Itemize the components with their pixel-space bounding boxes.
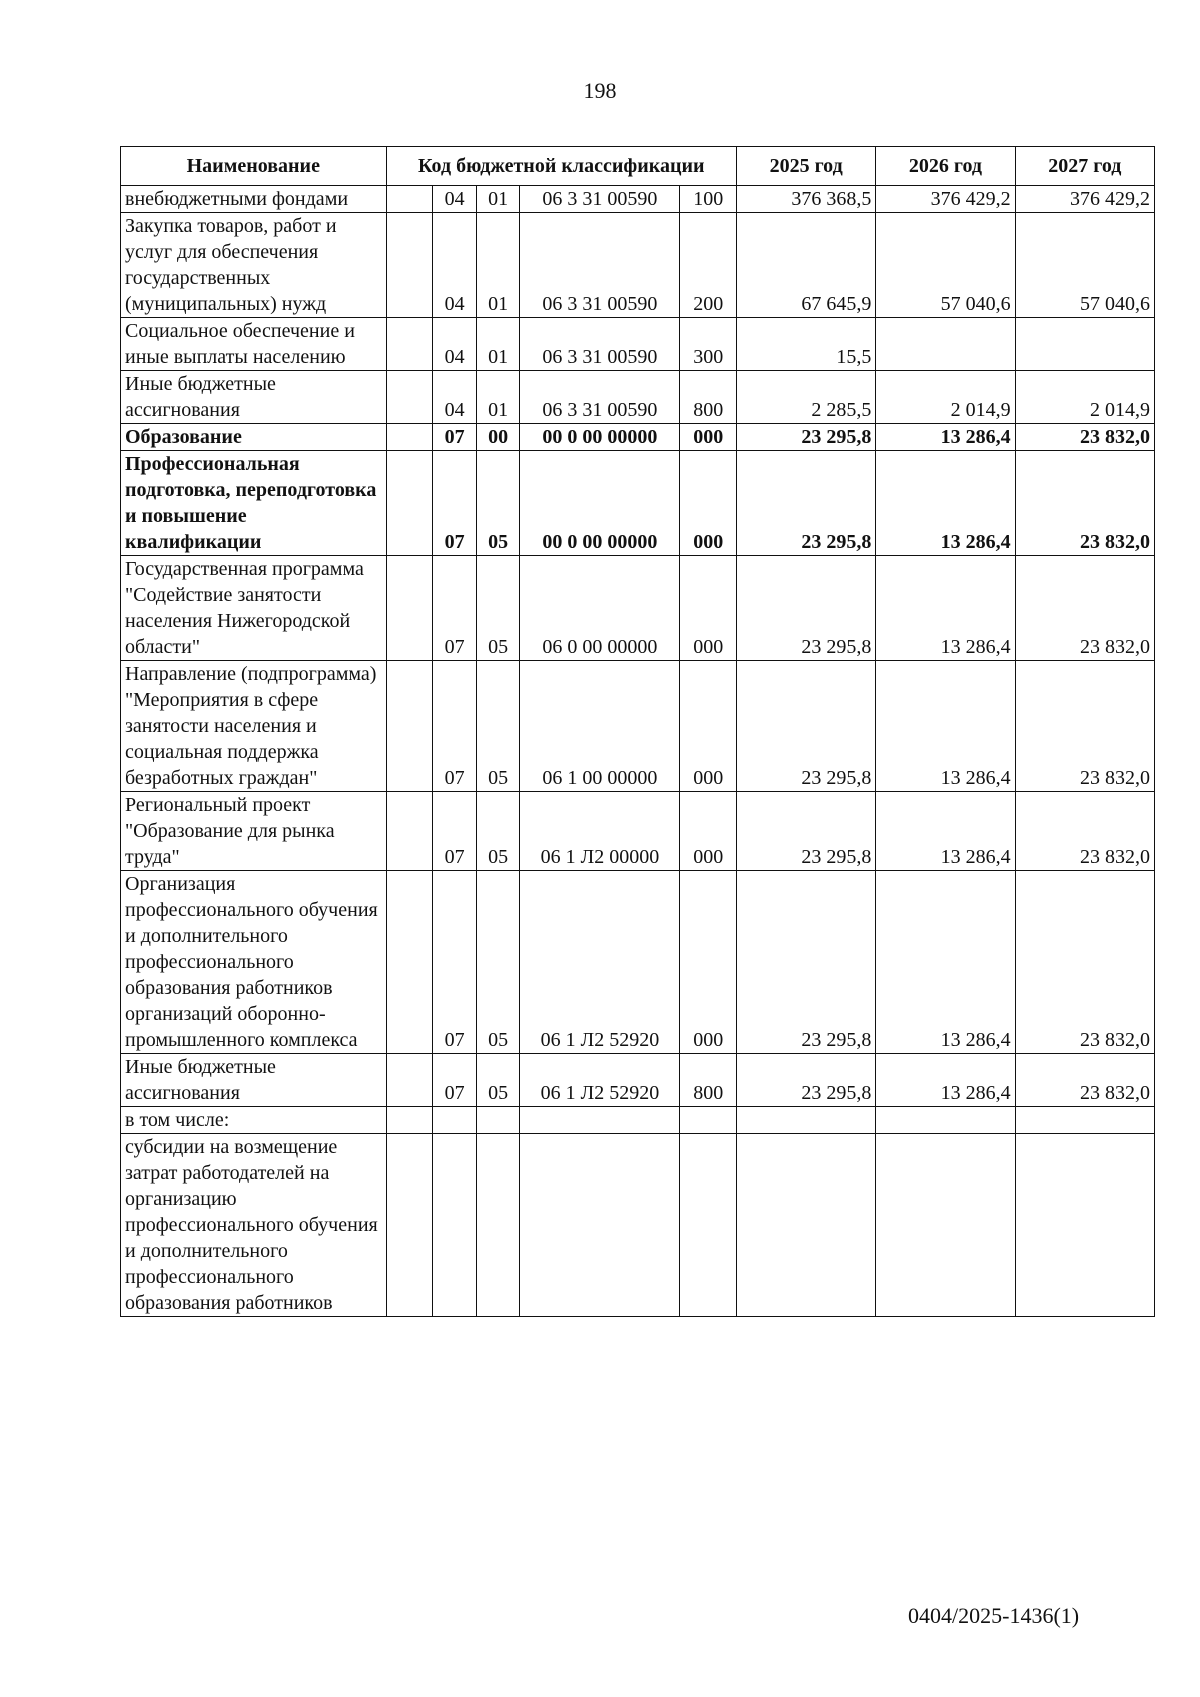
expense-type-code: 000 [680, 451, 737, 556]
value-2026: 13 286,4 [876, 556, 1015, 661]
subsection-code: 01 [476, 318, 520, 371]
section-code: 04 [433, 318, 477, 371]
table-row [121, 213, 1155, 318]
value-2026 [876, 318, 1015, 371]
value-2027 [1015, 318, 1154, 371]
page-number: 198 [583, 78, 617, 103]
section-code: 07 [433, 424, 477, 451]
value-2026: 13 286,4 [876, 451, 1015, 556]
target-article-code: 00 0 00 00000 [520, 451, 680, 556]
expense-type-code: 000 [680, 871, 737, 1054]
value-2027: 23 832,0 [1015, 661, 1154, 792]
subsection-code: 05 [476, 792, 520, 871]
target-article-code: 06 1 00 00000 [520, 661, 680, 792]
table-row [121, 556, 1155, 661]
subsection-code: 05 [476, 871, 520, 1054]
header-year-2027: 2027 год [1015, 147, 1154, 186]
value-2025 [737, 1134, 876, 1317]
value-2025: 23 295,8 [737, 1054, 876, 1107]
value-2025: 23 295,8 [737, 424, 876, 451]
expense-type-code: 000 [680, 424, 737, 451]
target-article-code [520, 1134, 680, 1317]
subsection-code: 01 [476, 186, 520, 213]
row-name: Направление (подпрограмма) "Мероприятия в сфере занятости населения и социальная поддержка безработных граждан" [121, 661, 387, 792]
subsection-code: 01 [476, 371, 520, 424]
subsection-code: 05 [476, 1054, 520, 1107]
expense-type-code: 200 [680, 213, 737, 318]
value-2025: 2 285,5 [737, 371, 876, 424]
table-row [121, 318, 1155, 371]
value-2027: 23 832,0 [1015, 451, 1154, 556]
value-2027 [1015, 1134, 1154, 1317]
value-2027: 57 040,6 [1015, 213, 1154, 318]
header-year-2026: 2026 год [876, 147, 1015, 186]
section-code [433, 1107, 477, 1134]
table-row [121, 792, 1155, 871]
subsection-code: 05 [476, 661, 520, 792]
section-code: 07 [433, 1054, 477, 1107]
table-row [121, 424, 1155, 451]
empty-cell [386, 871, 433, 1054]
section-code: 04 [433, 186, 477, 213]
row-name: Государственная программа "Содействие занятости населения Нижегородской области" [121, 556, 387, 661]
table-header-row [121, 147, 1155, 186]
section-code: 07 [433, 871, 477, 1054]
row-name: Иные бюджетные ассигнования [121, 371, 387, 424]
table-row [121, 1107, 1155, 1134]
empty-cell [386, 318, 433, 371]
empty-cell [386, 371, 433, 424]
empty-cell [386, 1054, 433, 1107]
target-article-code: 06 3 31 00590 [520, 186, 680, 213]
value-2026: 13 286,4 [876, 661, 1015, 792]
budget-table [120, 146, 1155, 1317]
expense-type-code: 100 [680, 186, 737, 213]
value-2025 [737, 1107, 876, 1134]
subsection-code: 05 [476, 451, 520, 556]
value-2025: 376 368,5 [737, 186, 876, 213]
empty-cell [386, 213, 433, 318]
empty-cell [386, 451, 433, 556]
value-2025: 23 295,8 [737, 792, 876, 871]
target-article-code: 06 3 31 00590 [520, 371, 680, 424]
target-article-code: 06 3 31 00590 [520, 213, 680, 318]
row-name: Социальное обеспечение и иные выплаты населению [121, 318, 387, 371]
value-2026: 13 286,4 [876, 1054, 1015, 1107]
row-name: Организация профессионального обучения и дополнительного профессионального образования работников организаций оборонно-промышленного комплекса [121, 871, 387, 1054]
subsection-code: 00 [476, 424, 520, 451]
subsection-code [476, 1107, 520, 1134]
empty-cell [386, 1134, 433, 1317]
value-2027 [1015, 1107, 1154, 1134]
empty-cell [386, 792, 433, 871]
value-2027: 23 832,0 [1015, 871, 1154, 1054]
empty-cell [386, 661, 433, 792]
table-row [121, 661, 1155, 792]
row-name: субсидии на возмещение затрат работодателей на организацию профессионального обучения и дополнительного профессионального образования работников [121, 1134, 387, 1317]
value-2026: 13 286,4 [876, 792, 1015, 871]
value-2025: 23 295,8 [737, 451, 876, 556]
value-2025: 23 295,8 [737, 556, 876, 661]
row-name: в том числе: [121, 1107, 387, 1134]
table-row [121, 871, 1155, 1054]
value-2027: 2 014,9 [1015, 371, 1154, 424]
empty-cell [386, 1107, 433, 1134]
value-2025: 23 295,8 [737, 871, 876, 1054]
subsection-code [476, 1134, 520, 1317]
expense-type-code: 800 [680, 1054, 737, 1107]
value-2026: 57 040,6 [876, 213, 1015, 318]
section-code: 07 [433, 451, 477, 556]
section-code: 04 [433, 213, 477, 318]
expense-type-code: 300 [680, 318, 737, 371]
table-row [121, 451, 1155, 556]
row-name: Иные бюджетные ассигнования [121, 1054, 387, 1107]
value-2026: 13 286,4 [876, 871, 1015, 1054]
row-name: Профессиональная подготовка, переподготовка и повышение квалификации [121, 451, 387, 556]
row-name: Образование [121, 424, 387, 451]
value-2026 [876, 1134, 1015, 1317]
target-article-code: 06 1 Л2 52920 [520, 1054, 680, 1107]
expense-type-code: 800 [680, 371, 737, 424]
expense-type-code: 000 [680, 556, 737, 661]
empty-cell [386, 424, 433, 451]
value-2026 [876, 1107, 1015, 1134]
empty-cell [386, 556, 433, 661]
table-row [121, 1134, 1155, 1317]
target-article-code [520, 1107, 680, 1134]
value-2026: 13 286,4 [876, 424, 1015, 451]
row-name: Региональный проект "Образование для рынка труда" [121, 792, 387, 871]
expense-type-code: 000 [680, 661, 737, 792]
table-row [121, 371, 1155, 424]
expense-type-code: 000 [680, 792, 737, 871]
empty-cell [386, 186, 433, 213]
value-2027: 23 832,0 [1015, 1054, 1154, 1107]
document-id: 0404/2025-1436(1) [908, 1603, 1080, 1628]
value-2027: 23 832,0 [1015, 424, 1154, 451]
value-2026: 2 014,9 [876, 371, 1015, 424]
expense-type-code [680, 1134, 737, 1317]
subsection-code: 01 [476, 213, 520, 318]
value-2025: 23 295,8 [737, 661, 876, 792]
value-2027: 376 429,2 [1015, 186, 1154, 213]
row-name: внебюджетными фондами [121, 186, 387, 213]
section-code: 07 [433, 792, 477, 871]
target-article-code: 06 3 31 00590 [520, 318, 680, 371]
section-code: 07 [433, 556, 477, 661]
expense-type-code [680, 1107, 737, 1134]
target-article-code: 06 0 00 00000 [520, 556, 680, 661]
table-row [121, 1054, 1155, 1107]
section-code: 04 [433, 371, 477, 424]
value-2025: 67 645,9 [737, 213, 876, 318]
target-article-code: 06 1 Л2 52920 [520, 871, 680, 1054]
value-2026: 376 429,2 [876, 186, 1015, 213]
header-budget-code: Код бюджетной классификации [386, 147, 736, 186]
value-2027: 23 832,0 [1015, 556, 1154, 661]
table-body [121, 186, 1155, 1317]
row-name: Закупка товаров, работ и услуг для обеспечения государственных (муниципальных) нужд [121, 213, 387, 318]
header-year-2025: 2025 год [737, 147, 876, 186]
value-2025: 15,5 [737, 318, 876, 371]
value-2027: 23 832,0 [1015, 792, 1154, 871]
table-row [121, 186, 1155, 213]
subsection-code: 05 [476, 556, 520, 661]
target-article-code: 06 1 Л2 00000 [520, 792, 680, 871]
section-code [433, 1134, 477, 1317]
header-name: Наименование [121, 147, 387, 186]
target-article-code: 00 0 00 00000 [520, 424, 680, 451]
section-code: 07 [433, 661, 477, 792]
